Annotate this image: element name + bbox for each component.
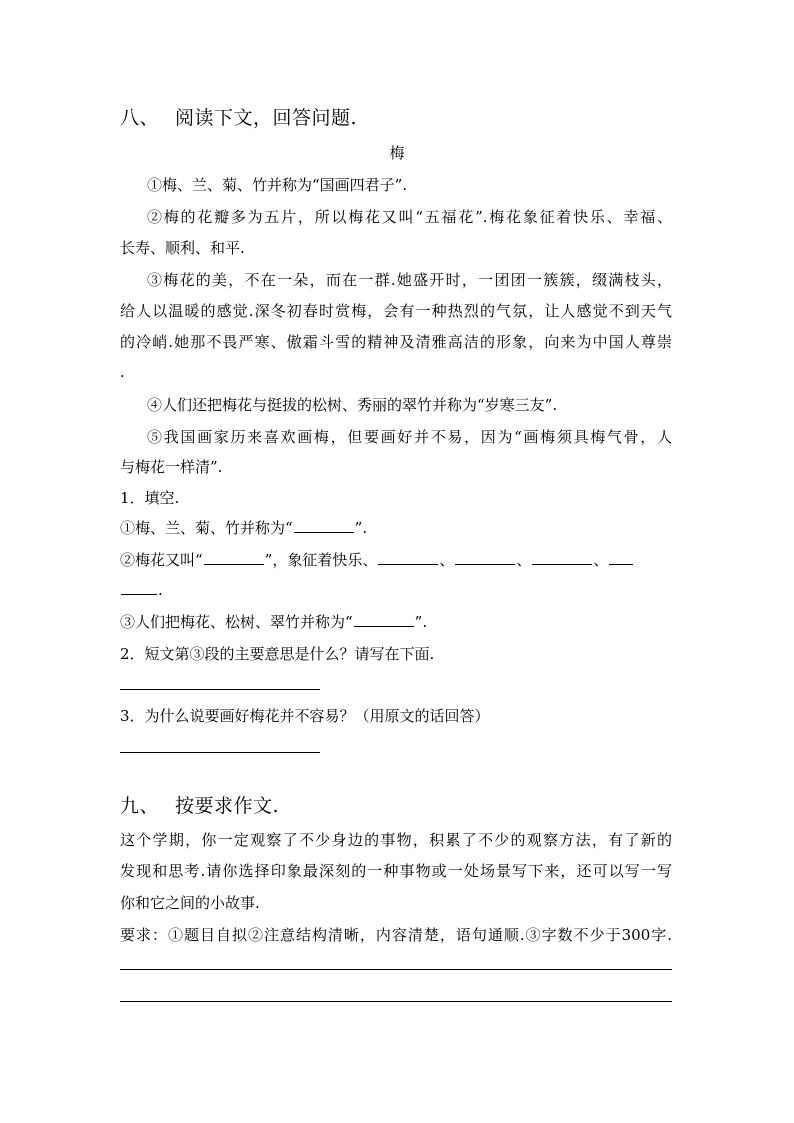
question-1a-text: ①梅、兰、菊、竹并称为“ [120,519,293,537]
question-1b [120,550,672,570]
answer-blank-3[interactable] [378,550,438,565]
answer-blank-5[interactable] [532,550,592,565]
paragraph-3-line-2: 给人以温暖的感觉.深冬初春时赏梅，会有一种热烈的气氛，让人感觉不到天气 [120,302,672,320]
question-1b-mid: ”，象征着快乐、 [264,551,378,569]
question-1c-text: ③人们把梅花、松树、翠竹并称为“ [120,613,353,631]
answer-blank-1[interactable] [294,518,354,533]
question-1b-sep-3: 、 [593,551,609,569]
section-8-title: 阅读下文，回答问题. [175,107,358,129]
answer-blank-4[interactable] [455,550,515,565]
section-9-title: 按要求作文. [175,795,280,817]
question-1b-text: ②梅花又叫“ [120,551,203,569]
section-9-heading [120,794,672,818]
essay-line-2[interactable] [120,1001,672,1002]
answer-blank-2[interactable] [204,550,264,565]
question-1b-cont [120,580,672,600]
section-9-number: 九、 [120,795,160,817]
answer-blank-6a[interactable] [609,550,633,565]
section-8-heading [120,106,672,130]
question-1a-close: ”. [354,519,368,537]
paragraph-4: ④人们还把梅花与挺拔的松树、秀丽的翠竹并称为“岁寒三友”. [147,396,558,414]
essay-prompt-line-3: 你和它之间的小故事. [120,894,260,912]
question-1-label: 1．填空. [120,489,180,507]
answer-blank-7[interactable] [354,612,414,627]
essay-prompt-line-2: 发现和思考.请你选择印象最深刻的一种事物或一处场景写下来，还可以写一写 [120,862,672,880]
essay-line-1[interactable] [120,969,672,970]
question-1a [120,518,672,538]
paragraph-1: ①梅、兰、菊、竹并称为“国画四君子”. [147,176,408,194]
paragraph-3-line-1: ③梅花的美，不在一朵，而在一群.她盛开时，一团团一簇簇，缀满枝头， [147,271,672,289]
question-1b-sep-2: 、 [516,551,532,569]
passage-title: 梅 [389,144,405,162]
paragraph-2-line-1: ②梅的花瓣多为五片，所以梅花又叫“五福花”.梅花象征着快乐、幸福、 [147,208,672,226]
answer-blank-6b[interactable] [121,580,157,595]
paragraph-3-line-3: 的冷峭.她那不畏严寒、傲霜斗雪的精神及清雅高洁的形象，向来为中国人尊崇 [120,333,672,351]
paragraph-5-line-1: ⑤我国画家历来喜欢画梅，但要画好并不易，因为“画梅须具梅气骨，人 [147,428,672,446]
question-1c-close: ”. [414,613,428,631]
question-2: 2．短文第③段的主要意思是什么？请写在下面. [120,645,435,663]
paragraph-3-line-4: . [120,363,125,381]
question-1b-sep-1: 、 [439,551,455,569]
section-8-number: 八、 [120,107,160,129]
question-1c [120,612,672,632]
essay-prompt-line-1: 这个学期，你一定观察了不少身边的事物，积累了不少的观察方法，有了新的 [120,831,672,849]
question-1b-end: . [158,581,163,599]
paragraph-2-line-2: 长寿、顺利、和平. [120,239,245,257]
answer-line-q2[interactable] [120,689,320,690]
paragraph-5-line-2: 与梅花一样清”. [120,458,223,476]
question-3: 3．为什么说要画好梅花并不容易？（用原文的话回答） [120,707,490,725]
answer-line-q3[interactable] [120,752,320,753]
essay-requirements: 要求：①题目自拟②注意结构清晰，内容清楚，语句通顺.③字数不少于300字. [120,926,672,944]
